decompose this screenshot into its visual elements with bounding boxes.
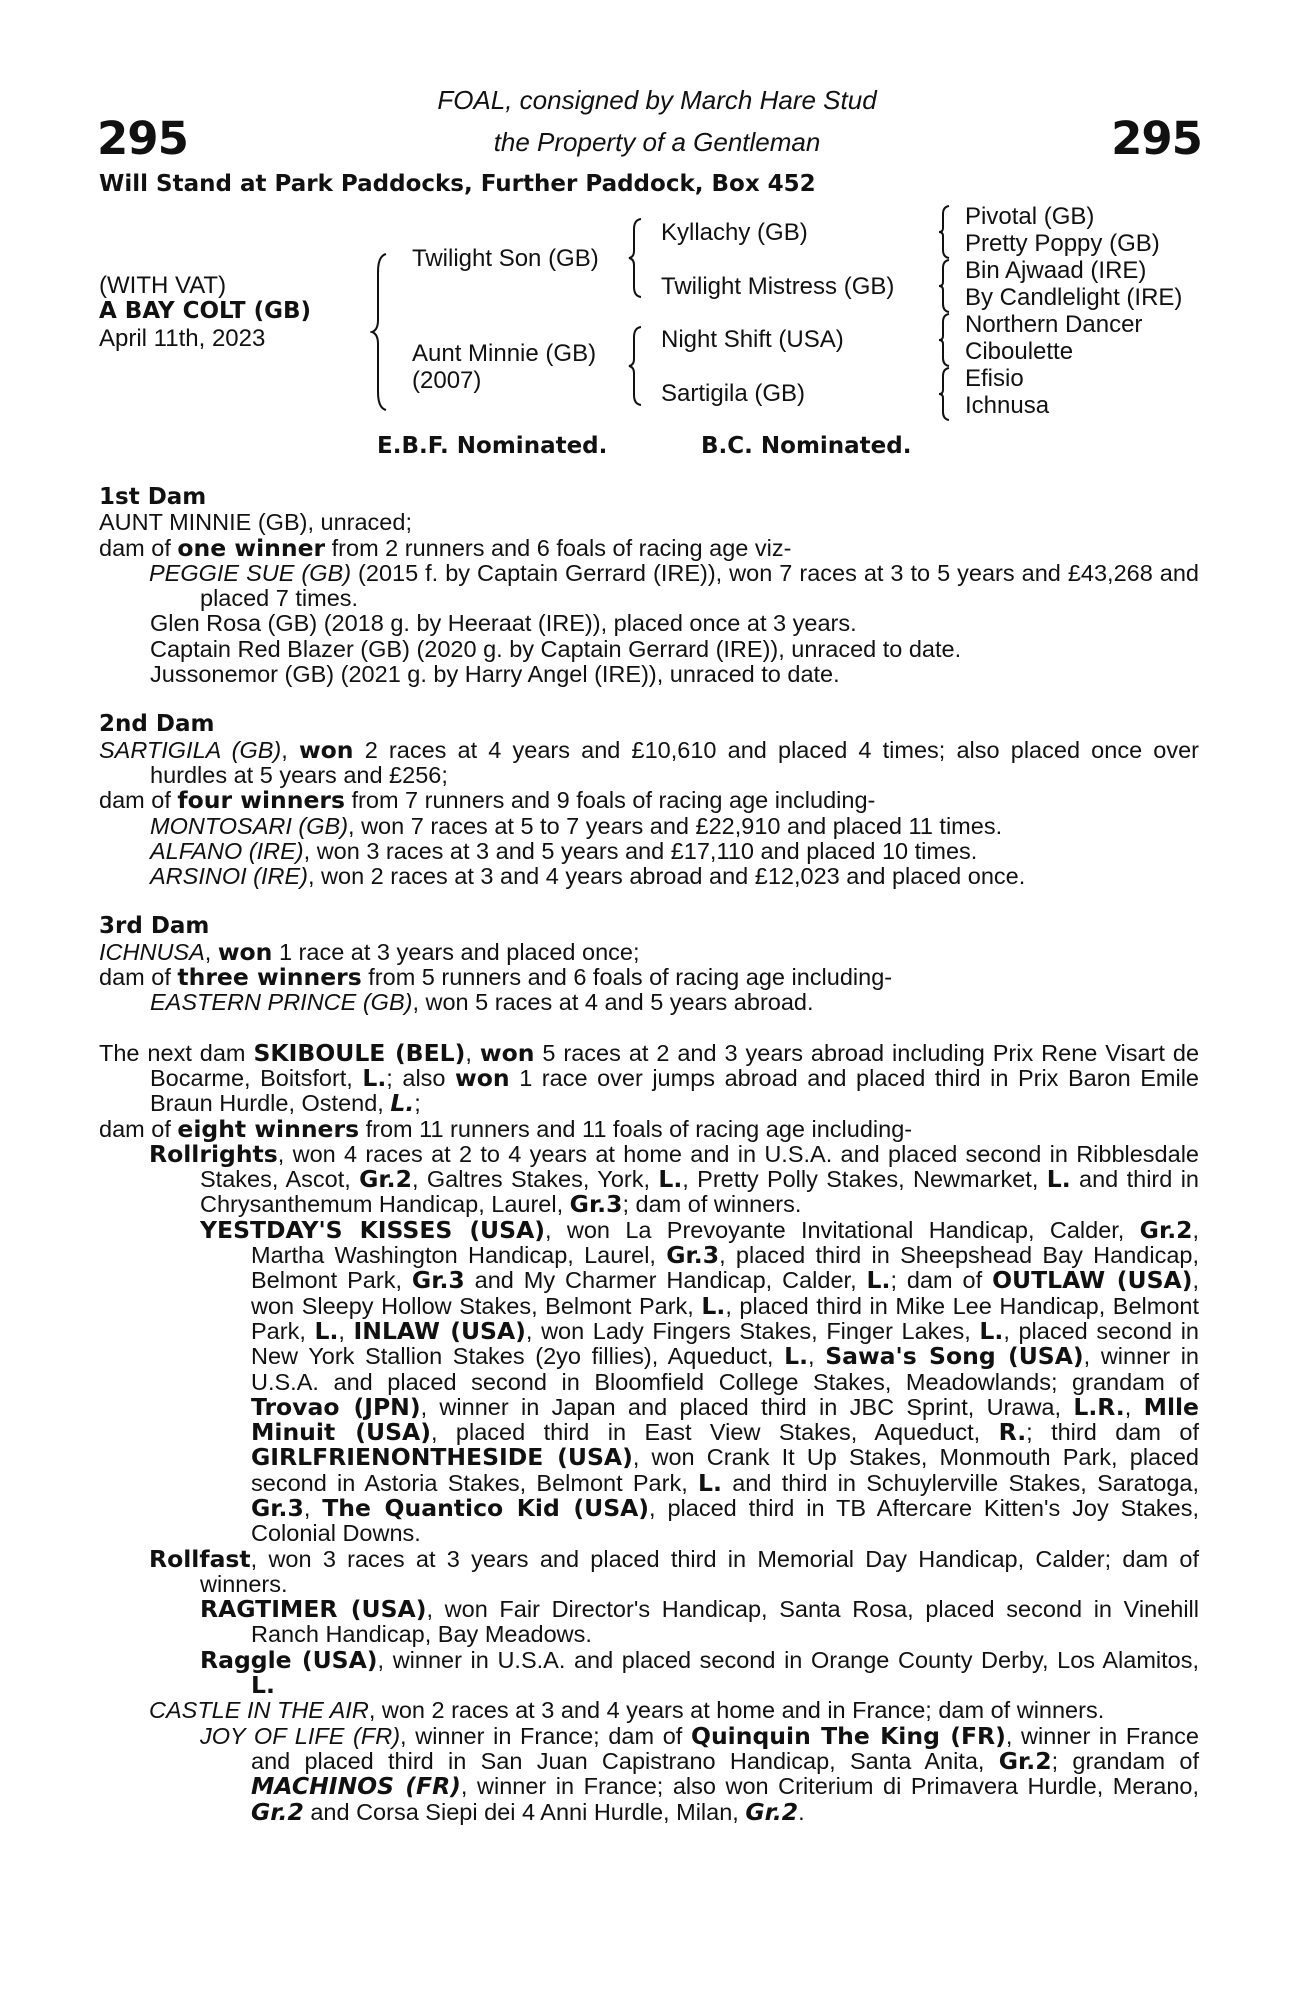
pedigree-g3-6: Ciboulette [965, 338, 1074, 365]
foaling-date: April 11th, 2023 [99, 325, 266, 352]
pedigree-brace-g1 [937, 204, 951, 260]
third-dam-heading: 3rd Dam [99, 913, 210, 940]
lot-number-left: 295 [97, 112, 188, 165]
property-line: the Property of a Gentleman [493, 127, 821, 157]
horse-description: A BAY COLT (GB) [99, 298, 312, 324]
pedigree-g3-1: Pivotal (GB) [965, 203, 1095, 230]
produce-castle-in-the-air: CASTLE IN THE AIR, won 2 races at 3 and 4 years at home and in France; dam of winners. [149, 1697, 1105, 1724]
pedigree-g3-7: Efisio [965, 365, 1024, 392]
first-dam-line: AUNT MINNIE (GB), unraced; [99, 509, 412, 536]
vat-note: (WITH VAT) [99, 272, 227, 299]
next-dam-produce-summary: dam of eight winners from 11 runners and 11 foals of racing age including- [99, 1114, 913, 1143]
pedigree-dam-year: (2007) [412, 367, 482, 394]
first-dam-heading: 1st Dam [99, 484, 207, 510]
produce-alfano: ALFANO (IRE), won 3 races at 3 and 5 years and £17,110 and placed 10 times. [150, 837, 978, 864]
pedigree-brace-g2 [937, 258, 951, 314]
second-dam-produce-summary: dam of four winners from 7 runners and 9 foals of racing age including- [99, 786, 876, 815]
third-dam-line: ICHNUSA, won 1 race at 3 years and placed once; [99, 937, 640, 966]
produce-montosari: MONTOSARI (GB), won 7 races at 5 to 7 years and £22,910 and placed 11 times. [150, 812, 1003, 839]
second-dam-line: SARTIGILA (GB), won 2 races at 4 years and £10,610 and placed 4 times; also placed once over hurdles at 5 years and £256; [99, 735, 1200, 788]
pedigree-dam: Aunt Minnie (GB) [412, 340, 597, 367]
second-dam-heading: 2nd Dam [99, 711, 215, 738]
pedigree-brace-g4 [937, 366, 951, 422]
produce-raggle: Raggle (USA), winner in U.S.A. and placed second in Orange County Derby, Los Alamitos, L. [200, 1645, 1200, 1700]
pedigree-brace-main [370, 252, 390, 412]
pedigree-sire: Twilight Son (GB) [412, 245, 599, 272]
pedigree-brace-sire [627, 217, 643, 299]
pedigree-brace-g3 [937, 312, 951, 368]
pedigree-g3-5: Northern Dancer [965, 311, 1143, 338]
pedigree-g3-8: Ichnusa [965, 392, 1050, 419]
produce-ragtimer: RAGTIMER (USA), won Fair Director's Handicap, Santa Rosa, placed second in Vinehill Ranch Handicap, Bay Meadows. [200, 1595, 1199, 1648]
produce-joy-of-life: JOY OF LIFE (FR), winner in France; dam of Quinquin The King (FR), winner in France and placed third in San Juan Capistrano Handicap, Santa Anita, Gr.2; grandam of MACHINOS (FR), winner in France; also won Criterium di Primavera Hurdle, Merano, Gr.2 and Corsa Siepi dei 4 Anni Hurdle, Milan, Gr.2. [200, 1721, 1200, 1826]
pedigree-g3-3: Bin Ajwaad (IRE) [965, 257, 1147, 284]
stand-location: Will Stand at Park Paddocks, Further Paddock, Box 452 [99, 171, 816, 197]
pedigree-g3-4: By Candlelight (IRE) [965, 284, 1183, 311]
next-dam-line: The next dam SKIBOULE (BEL), won 5 races at 2 and 3 years abroad including Prix Rene Visart de Bocarme, Boitsfort, L.; also won 1 race over jumps abroad and placed third in Prix Baron Emile Braun Hurdle, Ostend, L.; [99, 1038, 1200, 1118]
first-dam-produce-summary: dam of one winner from 2 runners and 6 foals of racing age viz- [99, 533, 792, 562]
pedigree-sire-sire: Kyllachy (GB) [661, 219, 808, 246]
produce-arsinoi: ARSINOI (IRE), won 2 races at 3 and 4 years abroad and £12,023 and placed once. [150, 863, 1026, 890]
produce-captain-red-blazer: Captain Red Blazer (GB) (2020 g. by Captain Gerrard (IRE)), unraced to date. [150, 635, 962, 662]
catalogue-body [99, 485, 1199, 1825]
produce-jussonemor: Jussonemor (GB) (2021 g. by Harry Angel (IRE)), unraced to date. [150, 661, 840, 688]
pedigree-sire-dam: Twilight Mistress (GB) [661, 273, 895, 300]
produce-yestdays-kisses: YESTDAY'S KISSES (USA), won La Prevoyante Invitational Handicap, Calder, Gr.2, Martha Washington Handicap, Laurel, Gr.3, placed third in Sheepshead Bay Handicap, Belmont Park, Gr.3 and My Charmer Handicap, Calder, L.; dam of OUTLAW (USA), won Sleepy Hollow Stakes, Belmont Park, L., placed third in Mike Lee Handicap, Belmont Park, L., INLAW (USA), won Lady Fingers Stakes, Finger Lakes, L., placed second in New York Stallion Stakes (2yo fillies), Aqueduct, L., Sawa's Song (USA), winner in U.S.A. and placed second in Bloomfield College Stakes, Meadowlands; grandam of Trovao (JPN), winner in Japan and placed third in JBC Sprint, Urawa, L.R., Mlle Minuit (USA), placed third in East View Stakes, Aqueduct, R.; third dam of GIRLFRIENONTHESIDE (USA), won Crank It Up Stakes, Monmouth Park, placed second in Astoria Stakes, Belmont Park, L. and third in Schuylerville Stakes, Saratoga, Gr.3, The Quantico Kid (USA), placed third in TB Aftercare Kitten's Joy Stakes, Colonial Downs. [200, 1215, 1200, 1547]
consignor-line: FOAL, consigned by March Hare Stud [437, 85, 877, 115]
third-dam-produce-summary: dam of three winners from 5 runners and 6 foals of racing age including- [99, 963, 893, 992]
bc-nomination: B.C. Nominated. [701, 433, 912, 459]
pedigree-dam-sire: Night Shift (USA) [661, 326, 844, 353]
pedigree-dam-dam: Sartigila (GB) [661, 380, 806, 407]
pedigree-g3-2: Pretty Poppy (GB) [965, 230, 1160, 257]
produce-rollrights: Rollrights, won 4 races at 2 to 4 years at home and in U.S.A. and placed second in Ribblesdale Stakes, Ascot, Gr.2, Galtres Stakes, York, L., Pretty Polly Stakes, Newmarket, L. and third in Chrysanthemum Handicap, Laurel, Gr.3; dam of winners. [149, 1139, 1199, 1219]
lot-number-right: 295 [1111, 112, 1202, 165]
pedigree-brace-dam [627, 325, 643, 407]
ebf-nomination: E.B.F. Nominated. [377, 433, 608, 459]
produce-peggie-sue: PEGGIE SUE (GB) (2015 f. by Captain Gerrard (IRE)), won 7 races at 3 to 5 years and £43,268 and placed 7 times. [149, 559, 1200, 612]
produce-glen-rosa: Glen Rosa (GB) (2018 g. by Heeraat (IRE)), placed once at 3 years. [150, 610, 857, 637]
produce-eastern-prince: EASTERN PRINCE (GB), won 5 races at 4 and 5 years abroad. [150, 989, 814, 1016]
produce-rollfast: Rollfast, won 3 races at 3 years and placed third in Memorial Day Handicap, Calder; dam of winners. [149, 1544, 1199, 1597]
